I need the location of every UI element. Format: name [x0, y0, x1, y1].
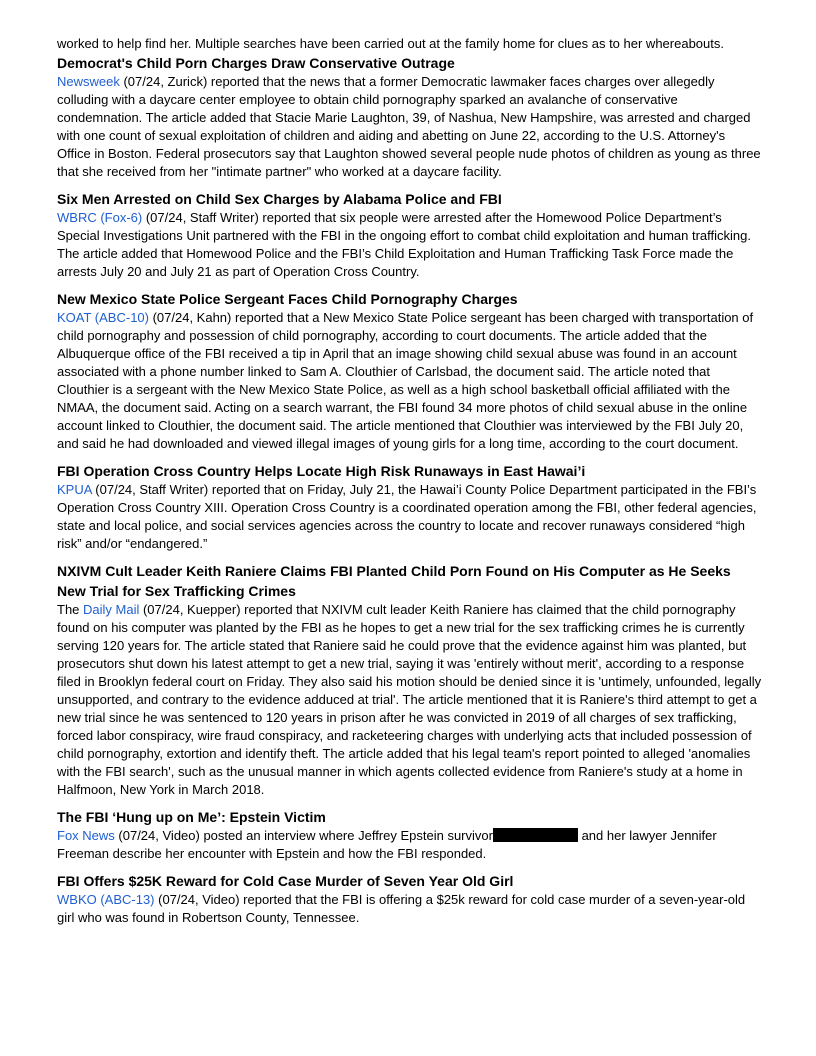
article-headline: New Mexico State Police Sergeant Faces Child Pornography Charges: [57, 291, 518, 307]
article-body: WBKO (ABC-13) (07/24, Video) reported that the FBI is offering a $25k reward for cold case murder of a seven-year-old girl who was found in Robertson County, Tennessee.: [57, 892, 746, 925]
source-link[interactable]: Newsweek: [57, 74, 120, 89]
article-headline: Democrat's Child Porn Charges Draw Conservative Outrage: [57, 55, 455, 71]
source-link[interactable]: WBRC (Fox-6): [57, 210, 143, 225]
news-digest-page: [57, 35, 762, 935]
article-headline: The FBI ‘Hung up on Me’: Epstein Victim: [57, 809, 326, 825]
article-body: WBRC (Fox-6) (07/24, Staff Writer) reported that six people were arrested after the Homewood Police Department’s Special Investigations Unit partnered with the FBI in the ongoing effort to combat child exploitation and human trafficking. The article added that Homewood Police and the FBI’s Child Exploitation and Human Trafficking Task Force made the arrests July 20 and July 21 as part of Operation Cross Country.: [57, 210, 751, 279]
source-link[interactable]: Daily Mail: [83, 602, 140, 617]
article-item: [57, 807, 762, 863]
article-body: Fox News (07/24, Video) posted an interview where Jeffrey Epstein survivor and her lawyer Jennifer Freeman describe her encounter with Epstein and how the FBI responded.: [57, 828, 717, 861]
article-item: [57, 461, 762, 553]
source-link[interactable]: KOAT (ABC-10): [57, 310, 149, 325]
redaction-block: [493, 828, 578, 842]
article-headline: FBI Operation Cross Country Helps Locate High Risk Runaways in East Hawai’i: [57, 463, 586, 479]
article-body: The Daily Mail (07/24, Kuepper) reported that NXIVM cult leader Keith Raniere has claimed that the child pornography found on his computer was planted by the FBI as he hopes to get a new trial for the sex trafficking crimes he is currently serving 120 years for. The article stated that Raniere said he could prove that the evidence against him was planted, but prosecutors shut down his latest attempt to get a new trial, saying it was 'entirely without merit', according to a response filed in Brooklyn federal court on Friday. They also said his motion should be denied since it is 'untimely, unfounded, legally unsupported, and contrary to the evidence adduced at trial'. The article mentioned that it is Raniere's third attempt to get a new trial since he was sentenced to 120 years in prison after he was convicted in 2019 of all charges of sex trafficking, forced labor conspiracy, wire fraud conspiracy, and racketeering charges with underlying acts that included possession of child pornography, extortion and identify theft. The article added that his legal team's report pointed to alleged 'anomalies with the FBI search', such as the unusual manner in which agents collected evidence from Raniere's study at a home in Halfmoon, New York in March 2018.: [57, 602, 762, 797]
article-body: Newsweek (07/24, Zurick) reported that the news that a former Democratic lawmaker faces charges over allegedly colluding with a daycare center employee to obtain child pornography sparked an avalanche of conservative condemnation. The article added that Stacie Marie Laughton, 39, of Nashua, New Hampshire, was arrested and charged with one count of sexual exploitation of children and aiding and abetting on June 22, according to the U.S. Attorney's Office in Boston. Federal prosecutors say that Laughton showed several people nude photos of children as young as three that she received from her "intimate partner" who worked at a daycare facility.: [57, 74, 761, 179]
article-item: [57, 289, 762, 453]
article-headline: FBI Offers $25K Reward for Cold Case Murder of Seven Year Old Girl: [57, 873, 514, 889]
source-link[interactable]: WBKO (ABC-13): [57, 892, 155, 907]
article-item: [57, 53, 762, 181]
article-headline: Six Men Arrested on Child Sex Charges by Alabama Police and FBI: [57, 191, 502, 207]
source-link[interactable]: KPUA: [57, 482, 92, 497]
article-body: KOAT (ABC-10) (07/24, Kahn) reported that a New Mexico State Police sergeant has been charged with transportation of child pornography and possession of child pornography, according to court documents. The article added that the Albuquerque office of the FBI received a tip in April that an image showing child sexual abuse was found in an account associated with a phone number linked to Sam A. Clouthier of Carlsbad, the document said. The article noted that Clouthier is a sergeant with the New Mexico State Police, as well as a high school basketball official affiliated with the NMAA, the document said. Acting on a search warrant, the FBI found 34 more photos of child sexual abuse in the online account linked to Clouthier, the document said. The article mentioned that Clouthier was interviewed by the FBI July 20, and said he had downloaded and viewed illegal images of young girls for a long time, according to the court document.: [57, 310, 754, 451]
source-link[interactable]: Fox News: [57, 828, 115, 843]
intro-paragraph: worked to help find her. Multiple searches have been carried out at the family home for clues as to her whereabouts.: [57, 36, 724, 51]
article-headline: NXIVM Cult Leader Keith Raniere Claims FBI Planted Child Porn Found on His Computer as He Seeks New Trial for Sex Trafficking Crimes: [57, 563, 731, 599]
article-body: KPUA (07/24, Staff Writer) reported that on Friday, July 21, the Hawai’i County Police Department participated in the FBI’s Operation Cross Country XIII. Operation Cross Country is a coordinated operation among the FBI, other federal agencies, state and local police, and social services agencies across the country to locate and recover runaways considered “high risk” and/or “endangered.”: [57, 482, 757, 551]
article-item: [57, 561, 762, 799]
article-item: [57, 871, 762, 927]
article-item: [57, 189, 762, 281]
